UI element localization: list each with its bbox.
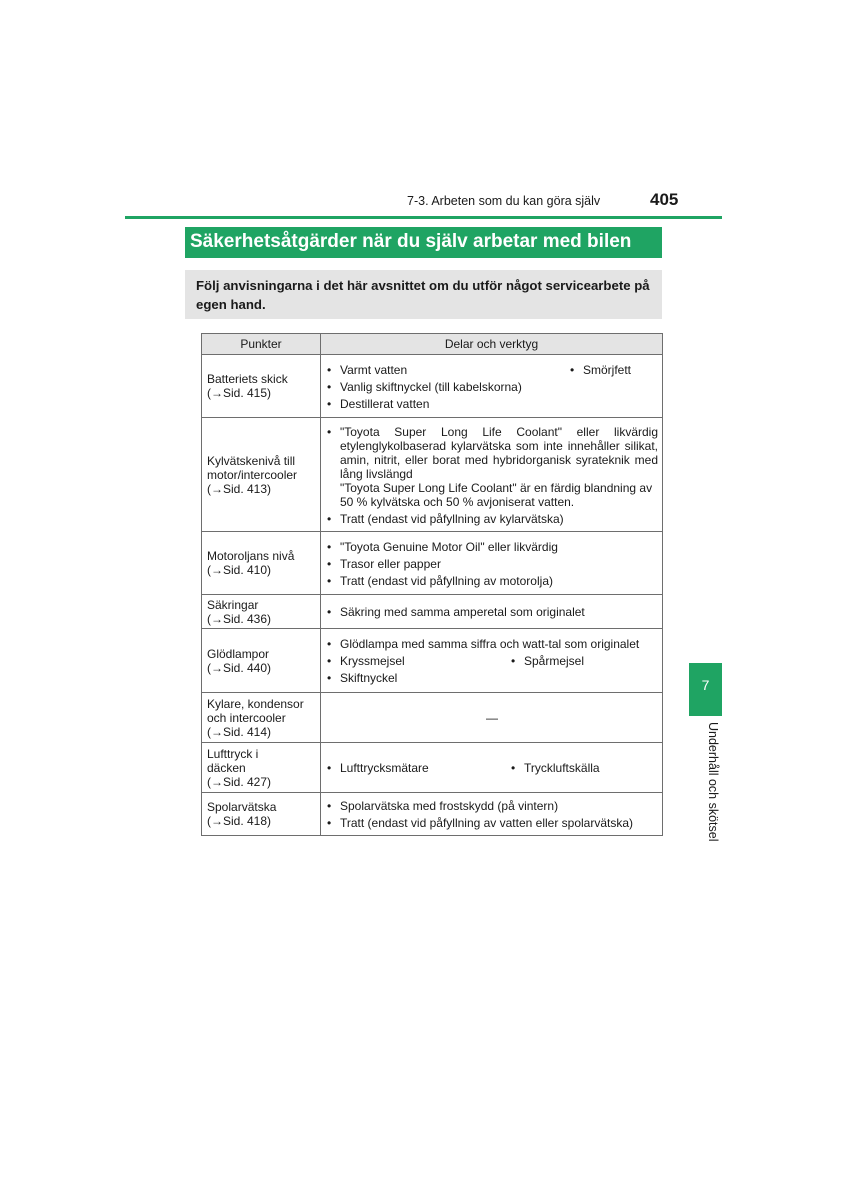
list-item bbox=[326, 363, 658, 377]
item-cell bbox=[202, 793, 321, 836]
item-name: Glödlampor bbox=[207, 646, 270, 661]
bullet-text: • Säkring med samma amperetal som originalet bbox=[326, 605, 658, 619]
header-divider bbox=[125, 216, 722, 219]
bullet-text: • Tratt (endast vid påfyllning av vatten eller spolarvätska) bbox=[326, 816, 658, 830]
intro-box bbox=[185, 270, 662, 319]
parts-table bbox=[201, 333, 663, 836]
table-row bbox=[202, 693, 663, 743]
item-cell bbox=[202, 693, 321, 743]
column-header: Punkter bbox=[202, 334, 321, 355]
bullet-text: • Smörjfett bbox=[569, 363, 631, 377]
item-page-ref: (→Sid. 415) bbox=[207, 386, 272, 400]
tools-cell bbox=[321, 743, 663, 793]
item-page-ref: (→Sid. 436) bbox=[207, 611, 272, 626]
item-name: och intercooler bbox=[207, 710, 286, 725]
item-name: Kylvätskenivå till bbox=[207, 453, 296, 468]
tools-cell bbox=[321, 595, 663, 629]
list-item bbox=[326, 761, 658, 775]
bullet-text: • Tratt (endast vid påfyllning av kylarvätska) bbox=[326, 512, 658, 526]
bullet-text: • Destillerat vatten bbox=[326, 397, 658, 411]
bullet-text: • Tratt (endast vid påfyllning av motorolja) bbox=[326, 574, 658, 588]
tools-cell bbox=[321, 355, 663, 418]
bullet-text: • "Toyota Genuine Motor Oil" eller likvärdig bbox=[326, 540, 658, 554]
item-cell bbox=[202, 532, 321, 595]
item-page-ref: (→Sid. 414) bbox=[207, 724, 272, 739]
bullet-continuation: "Toyota Super Long Life Coolant" är en färdig blandning av 50 % kylvätska och 50 % avjoniserat vatten. bbox=[340, 480, 653, 509]
bullet-text: • Lufttrycksmätare bbox=[326, 761, 510, 775]
item-cell bbox=[202, 743, 321, 793]
bullet-text: • Spolarvätska med frostskydd (på vintern) bbox=[326, 799, 658, 813]
item-name: motor/intercooler bbox=[207, 467, 298, 482]
column-header: Delar och verktyg bbox=[321, 334, 663, 355]
item-name: Spolarvätska bbox=[207, 800, 277, 814]
page-number: 405 bbox=[650, 190, 679, 209]
item-page-ref: (→Sid. 418) bbox=[207, 814, 272, 828]
page-title: Säkerhetsåtgärder när du själv arbetar med bilen bbox=[185, 227, 662, 258]
chapter-tab bbox=[689, 663, 722, 716]
list-item bbox=[326, 654, 658, 668]
table-row bbox=[202, 595, 663, 629]
tools-cell bbox=[321, 532, 663, 595]
bullet-text: • Spårmejsel bbox=[510, 654, 584, 668]
item-page-ref: (→Sid. 410) bbox=[207, 563, 272, 577]
item-cell bbox=[202, 355, 321, 418]
table-row bbox=[202, 793, 663, 836]
bullet-text: • Vanlig skiftnyckel (till kabelskorna) bbox=[326, 380, 658, 394]
item-name: Motoroljans nivå bbox=[207, 549, 295, 563]
bullet-text: • Tryckluftskälla bbox=[510, 761, 600, 775]
item-name: Lufttryck i bbox=[207, 746, 259, 761]
empty-dash: — bbox=[486, 711, 498, 725]
table-row bbox=[202, 629, 663, 693]
bullet-text: • Glödlampa med samma siffra och watt-tal som originalet bbox=[326, 637, 658, 651]
section-header: 7-3. Arbeten som du kan göra själv bbox=[407, 194, 601, 208]
item-page-ref: (→Sid. 413) bbox=[207, 481, 272, 496]
table-row bbox=[202, 418, 663, 532]
bullet-text: • Skiftnyckel bbox=[326, 671, 658, 685]
item-cell bbox=[202, 595, 321, 629]
item-name: Batteriets skick bbox=[207, 372, 288, 386]
item-name: däcken bbox=[207, 760, 246, 775]
item-name: Kylare, kondensor bbox=[207, 696, 304, 711]
table-row bbox=[202, 743, 663, 793]
table-row bbox=[202, 355, 663, 418]
item-cell bbox=[202, 629, 321, 693]
tools-cell bbox=[321, 793, 663, 836]
item-page-ref: (→Sid. 427) bbox=[207, 774, 272, 789]
table-row bbox=[202, 532, 663, 595]
tools-cell bbox=[321, 629, 663, 693]
bullet-text: • Trasor eller papper bbox=[326, 557, 658, 571]
item-cell bbox=[202, 418, 321, 532]
bullet-text: • Varmt vatten bbox=[326, 363, 569, 377]
chapter-number: 7 bbox=[701, 677, 710, 693]
tools-cell bbox=[321, 693, 663, 743]
bullet-text: • "Toyota Super Long Life Coolant" eller likvärdig etylenglykolbaserad kylarvätska som inte innehåller silikat, amin, nitrit, eller borat med hybridorganisk syrateknik med lång livslängd bbox=[326, 425, 658, 481]
item-page-ref: (→Sid. 440) bbox=[207, 660, 272, 675]
table-header-row bbox=[202, 334, 663, 355]
intro-text: Följ anvisningarna i det här avsnittet om du utför något servicearbete på egen hand. bbox=[196, 278, 650, 312]
bullet-text: • Kryssmejsel bbox=[326, 654, 510, 668]
chapter-label: Underhåll och skötsel bbox=[706, 722, 720, 842]
tools-cell bbox=[321, 418, 663, 532]
item-name: Säkringar bbox=[207, 597, 259, 612]
